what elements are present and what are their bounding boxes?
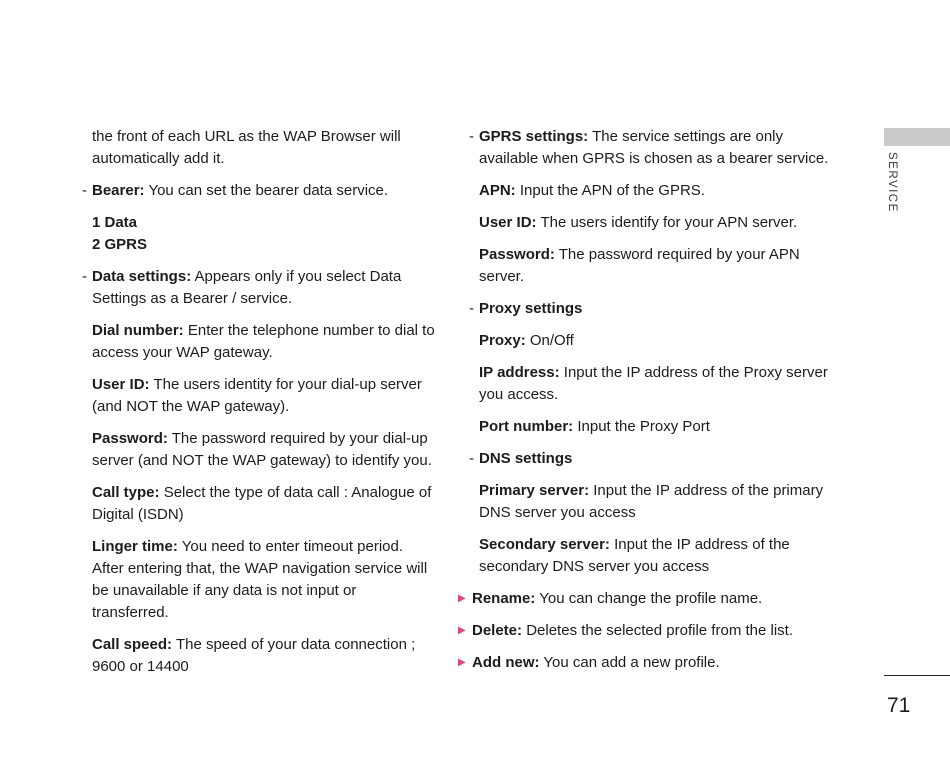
term-label: Data settings: <box>92 268 192 285</box>
dash-marker: - <box>82 182 87 199</box>
paragraph <box>479 244 834 288</box>
term-label: Call speed: <box>92 636 173 653</box>
paragraph <box>469 448 834 470</box>
paragraph <box>92 374 437 418</box>
term-description: The users identify for your APN server. <box>540 214 798 231</box>
term-label: User ID: <box>92 376 150 393</box>
paragraph <box>82 266 437 310</box>
term-description: Input the IP address of the Proxy server you access. <box>479 364 828 403</box>
term-description: You can set the bearer data service. <box>148 182 389 199</box>
term-label: Call type: <box>92 484 160 501</box>
term-description: Select the type of data call : Analogue of Digital (ISDN) <box>92 484 432 523</box>
term-label: Linger time: <box>92 538 178 555</box>
term-label: IP address: <box>479 364 560 381</box>
term-description: Appears only if you select Data Settings as a Bearer / service. <box>92 268 402 307</box>
term-label: Proxy: <box>479 332 526 349</box>
term-description: Input the Proxy Port <box>577 418 710 435</box>
term-description: Input the IP address of the primary DNS server you access <box>479 482 824 521</box>
arrow-icon: ▶ <box>458 657 466 668</box>
paragraph <box>92 634 437 678</box>
term-description: You can add a new profile. <box>543 654 720 671</box>
term-description: Enter the telephone number to dial to access your WAP gateway. <box>92 322 435 361</box>
page-number: 71 <box>887 694 911 717</box>
term-label: Password: <box>479 246 555 263</box>
paragraph <box>479 180 834 202</box>
term-label: Password: <box>92 430 168 447</box>
term-description: The password required by your dial-up server (and NOT the WAP gateway) to identify you. <box>92 430 432 469</box>
term-label: Add new: <box>472 654 540 671</box>
term-description: The service settings are only available when GPRS is chosen as a bearer service. <box>479 128 829 167</box>
paragraph <box>479 330 834 352</box>
term-description: The speed of your data connection ; 9600 or 14400 <box>92 636 416 675</box>
term-label: Proxy settings <box>479 300 583 317</box>
term-label: User ID: <box>479 214 537 231</box>
paragraph <box>458 588 834 610</box>
paragraph <box>479 212 834 234</box>
term-description: Input the IP address of the secondary DNS server you access <box>479 536 790 575</box>
paragraph <box>92 320 437 364</box>
paragraph <box>458 652 834 674</box>
term-label: Dial number: <box>92 322 184 339</box>
option-line: 1 Data <box>92 214 138 231</box>
term-label: Bearer: <box>92 182 145 199</box>
dash-marker: - <box>469 128 474 145</box>
paragraph <box>479 362 834 406</box>
paragraph <box>92 536 437 624</box>
dash-marker: - <box>469 300 474 317</box>
term-description: You need to enter timeout period. After entering that, the WAP navigation service will be unavailable if any data is not input or transferred. <box>92 538 428 621</box>
term-description: The password required by your APN server. <box>479 246 800 285</box>
term-label: Delete: <box>472 622 523 639</box>
paragraph <box>82 180 437 202</box>
paragraph <box>469 126 834 170</box>
term-label: Rename: <box>472 590 536 607</box>
right-column <box>458 126 834 684</box>
term-label: Secondary server: <box>479 536 610 553</box>
term-label: Primary server: <box>479 482 590 499</box>
term-label: GPRS settings: <box>479 128 589 145</box>
paragraph <box>92 126 437 170</box>
term-description: Input the APN of the GPRS. <box>519 182 705 199</box>
term-label: APN: <box>479 182 516 199</box>
term-description: Deletes the selected profile from the list. <box>526 622 793 639</box>
option-line: 2 GPRS <box>92 236 148 253</box>
paragraph <box>92 212 437 256</box>
term-description: On/Off <box>529 332 574 349</box>
term-label: Port number: <box>479 418 574 435</box>
dash-marker: - <box>469 450 474 467</box>
term-description: The users identity for your dial-up server (and NOT the WAP gateway). <box>92 376 422 415</box>
term-description: You can change the profile name. <box>539 590 763 607</box>
dash-marker: - <box>82 268 87 285</box>
section-label: SERVICE <box>886 152 898 213</box>
footer-rule <box>884 675 950 676</box>
left-column <box>71 126 437 688</box>
paragraph <box>458 620 834 642</box>
section-tab <box>884 128 950 146</box>
paragraph <box>92 482 437 526</box>
paragraph <box>479 416 834 438</box>
term-description: the front of each URL as the WAP Browser will automatically add it. <box>92 128 401 167</box>
paragraph <box>479 534 834 578</box>
arrow-icon: ▶ <box>458 593 466 604</box>
paragraph <box>469 298 834 320</box>
arrow-icon: ▶ <box>458 625 466 636</box>
paragraph <box>479 480 834 524</box>
paragraph <box>92 428 437 472</box>
term-label: DNS settings <box>479 450 573 467</box>
